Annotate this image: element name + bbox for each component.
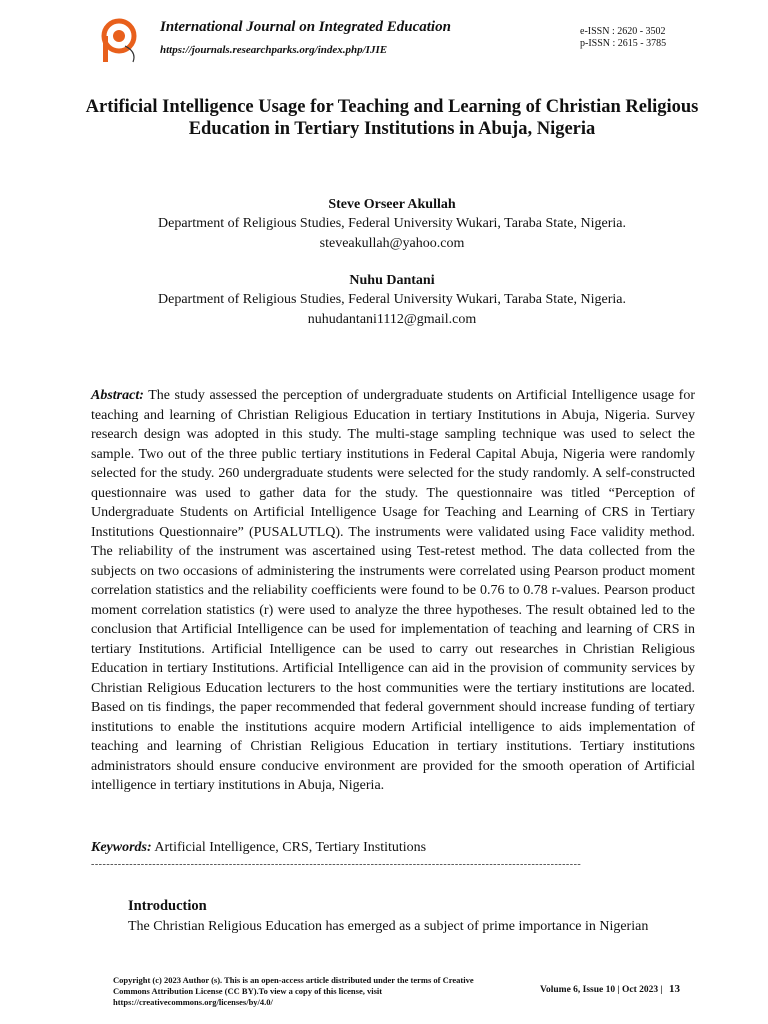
footer-separator: | [617, 985, 620, 995]
keywords-label: Keywords: [91, 840, 152, 855]
author-block [60, 196, 724, 254]
issn-block [580, 26, 666, 50]
eissn: e-ISSN : 2620 - 3502 [580, 26, 666, 37]
keywords-text: Artificial Intelligence, CRS, Tertiary Institutions [154, 840, 427, 855]
volume-issue: Volume 6, Issue 10 [540, 985, 616, 995]
footer-separator: | [660, 985, 663, 995]
author-email[interactable]: nuhudantani1112@gmail.com [307, 312, 477, 327]
section-divider: -------------------------------------------------------------------------------------------------------------------------------- [91, 859, 582, 870]
copyright-notice: Copyright (c) 2023 Author (s). This is an open-access article distributed under the terms of Creative Commons Attribution License (CC BY).To view a copy of this license, visit https://creativecommons.org/licenses/by/4.0/ [113, 975, 474, 1007]
author-name: Steve Orseer Akullah [328, 197, 456, 212]
keywords [91, 838, 695, 857]
author-name: Nuhu Dantani [349, 273, 435, 288]
abstract-label: Abstract: [91, 388, 144, 403]
journal-logo-icon [97, 16, 141, 66]
issue-date: Oct 2023 [621, 985, 659, 995]
paper-title: Artificial Intelligence Usage for Teaching and Learning of Christian Religious Education in Tertiary Institutions in Abuja, Nigeria [85, 97, 699, 139]
journal-url-link[interactable]: https://journals.researchparks.org/index.php/IJIE [160, 44, 388, 56]
author-affiliation: Department of Religious Studies, Federal University Wukari, Taraba State, Nigeria. [158, 216, 626, 231]
abstract-text: The study assessed the perception of undergraduate students on Artificial Intelligence usage for teaching and learning of Christian Religious Education in tertiary Institutions in Abuja, Nigeria. Survey research design was adopted in this study. The multi-stage sampling technique was used to select the sample. Two out of the three public tertiary institutions in Federal Capital Abuja, Nigeria were randomly selected for the study. 260 undergraduate students were selected for the study randomly. A self-constructed questionnaire was used to gather data for the study. The questionnaire was titled “Perception of Undergraduate Students on Artificial Intelligence Usage for Teaching and Learning of CRS in Tertiary Institutions Questionnaire” (PUSALUTLQ). The instruments were validated using Face validity method. The reliability of the instrument was ascertained using Test-retest method. The data collected from the subjects on two occasions of administering the instruments were correlated using Pearson product moment correlation statistics and the reliability coefficients were found to be 0.76 to 0.78 r-values. Pearson product moment correlation statistics (r) were used to analyze the three hypotheses. The result obtained led to the conclusion that Artificial Intelligence can be used for implementation of teaching and learning of CRS in tertiary Institutions. Artificial Intelligence can be used to carry out researches in Christian Religious Education in tertiary Institutions. Artificial Intelligence can aid in the provision of community services by Christian Religious Education lecturers to the host communities were the tertiary institutions are located. Based on tis findings, the paper recommended that federal government should increase funding of tertiary institutions to enable the institutions acquire modern Artificial intelligence to aids implementation of teaching and learning of Christian Religious Education in tertiary institutions. Tertiary institutions administrators should ensure conducive environment are provided for the smooth operation of Artificial intelligence in tertiary institutions in Abuja, Nigeria. [91, 388, 695, 793]
pissn: p-ISSN : 2615 - 3785 [580, 38, 667, 49]
page-footer-info [540, 983, 680, 995]
abstract [91, 386, 695, 796]
author-block [60, 272, 724, 330]
section-heading: Introduction [128, 898, 207, 914]
page-number: 13 [668, 983, 680, 995]
body-text: The Christian Religious Education has emerged as a subject of prime importance in Nigerian [128, 919, 649, 934]
author-affiliation: Department of Religious Studies, Federal University Wukari, Taraba State, Nigeria. [158, 292, 626, 307]
author-email[interactable]: steveakullah@yahoo.com [319, 236, 465, 251]
journal-title: International Journal on Integrated Education [160, 19, 451, 35]
